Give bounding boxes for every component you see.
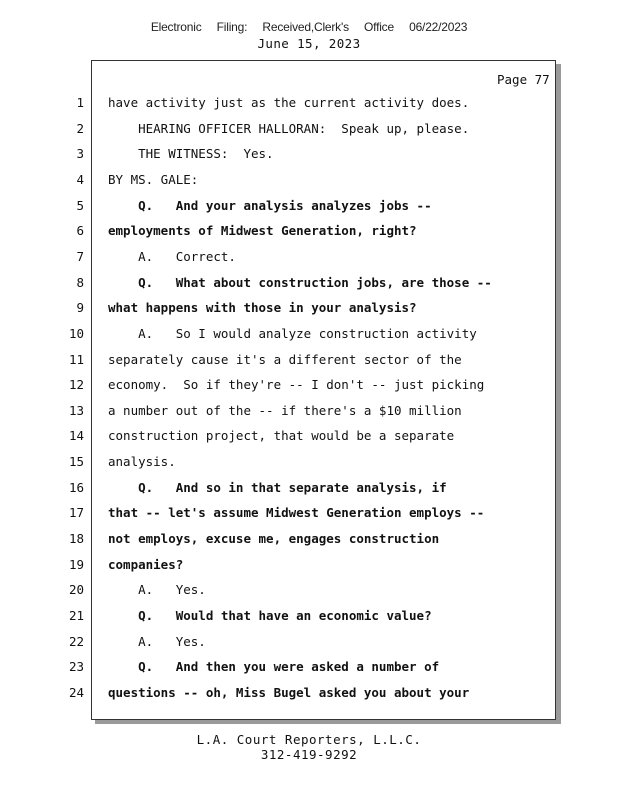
transcript-line bbox=[0, 529, 618, 549]
line-text: employments of Midwest Generation, right? bbox=[108, 223, 417, 239]
transcript-line bbox=[0, 119, 618, 139]
transcript-line bbox=[0, 221, 618, 241]
line-number: 22 bbox=[68, 633, 84, 649]
line-number: 17 bbox=[68, 505, 84, 521]
transcript-line bbox=[0, 683, 618, 703]
line-text: A. Yes. bbox=[108, 633, 206, 649]
transcript-line bbox=[0, 606, 618, 626]
line-text: HEARING OFFICER HALLORAN: Speak up, please. bbox=[108, 120, 470, 136]
line-number: 12 bbox=[68, 377, 84, 393]
transcript-line bbox=[0, 632, 618, 652]
transcript-line bbox=[0, 503, 618, 523]
stamp-received: Received,Clerk's bbox=[262, 20, 349, 34]
transcript-line bbox=[0, 375, 618, 395]
line-number: 21 bbox=[68, 608, 84, 623]
line-number: 16 bbox=[68, 479, 84, 495]
line-number: 7 bbox=[76, 248, 84, 264]
transcript-line bbox=[0, 170, 618, 190]
stamp-electronic: Electronic bbox=[150, 20, 202, 34]
line-number: 24 bbox=[68, 684, 84, 700]
transcript-line bbox=[0, 350, 618, 370]
line-text: A. So I would analyze construction activity bbox=[108, 325, 477, 341]
line-number: 8 bbox=[76, 274, 84, 290]
transcript-line bbox=[0, 196, 618, 216]
line-number: 1 bbox=[76, 95, 84, 110]
line-number: 20 bbox=[68, 582, 84, 598]
transcript-line bbox=[0, 452, 618, 472]
line-number: 9 bbox=[76, 300, 84, 316]
line-text: A. Correct. bbox=[108, 248, 236, 264]
transcript-line bbox=[0, 426, 618, 446]
transcript-line bbox=[0, 580, 618, 600]
line-number: 13 bbox=[68, 402, 84, 418]
line-text: construction project, that would be a separate bbox=[108, 428, 455, 444]
transcript-line bbox=[0, 93, 618, 113]
line-number: 15 bbox=[68, 454, 84, 470]
line-number: 3 bbox=[76, 146, 84, 162]
line-text: not employs, excuse me, engages construction bbox=[108, 531, 440, 547]
line-text: a number out of the -- if there's a $10 million bbox=[108, 402, 462, 418]
transcript-line bbox=[0, 324, 618, 344]
transcript-line bbox=[0, 657, 618, 677]
transcript-line bbox=[0, 555, 618, 575]
transcript-line bbox=[0, 273, 618, 293]
line-text: questions -- oh, Miss Bugel asked you about your bbox=[108, 684, 470, 700]
page-number: Page 77 bbox=[497, 72, 550, 87]
stamp-filing: Filing: bbox=[216, 20, 248, 34]
line-text: what happens with those in your analysis? bbox=[108, 300, 417, 316]
transcript-line bbox=[0, 298, 618, 318]
line-text: that -- let's assume Midwest Generation employs -- bbox=[108, 505, 485, 521]
line-number: 2 bbox=[76, 120, 84, 136]
line-number: 5 bbox=[76, 197, 84, 213]
stamp-office: Office bbox=[364, 20, 394, 34]
footer-phone: 312-419-9292 bbox=[260, 747, 358, 762]
line-number: 18 bbox=[68, 531, 84, 547]
line-text: Q. And then you were asked a number of bbox=[108, 659, 440, 675]
line-text: separately cause it's a different sector of the bbox=[108, 351, 462, 367]
line-number: 19 bbox=[68, 556, 84, 572]
filing-stamp bbox=[0, 20, 618, 34]
line-number: 6 bbox=[76, 223, 84, 239]
transcript-line bbox=[0, 144, 618, 164]
line-text: A. Yes. bbox=[108, 582, 206, 598]
footer-company: L.A. Court Reporters, L.L.C. bbox=[196, 732, 422, 747]
line-number: 23 bbox=[68, 659, 84, 675]
stamp-date: 06/22/2023 bbox=[409, 20, 468, 34]
line-number: 11 bbox=[68, 351, 84, 367]
line-text: Q. And your analysis analyzes jobs -- bbox=[108, 197, 432, 213]
transcript-line bbox=[0, 478, 618, 498]
line-text: analysis. bbox=[108, 454, 176, 470]
transcript-line bbox=[0, 247, 618, 267]
line-text: economy. So if they're -- I don't -- just picking bbox=[108, 377, 485, 393]
line-text: companies? bbox=[108, 556, 184, 572]
line-text: Q. And so in that separate analysis, if bbox=[108, 479, 447, 495]
transcript-date: June 15, 2023 bbox=[257, 36, 361, 51]
line-number: 14 bbox=[68, 428, 84, 444]
line-text: BY MS. GALE: bbox=[108, 171, 199, 187]
line-number: 4 bbox=[76, 171, 84, 187]
line-text: Q. What about construction jobs, are those -- bbox=[108, 274, 492, 290]
line-text: Q. Would that have an economic value? bbox=[108, 608, 432, 623]
line-number: 10 bbox=[68, 325, 84, 341]
transcript-line bbox=[0, 401, 618, 421]
line-text: THE WITNESS: Yes. bbox=[108, 146, 274, 162]
line-text: have activity just as the current activity does. bbox=[108, 95, 470, 110]
